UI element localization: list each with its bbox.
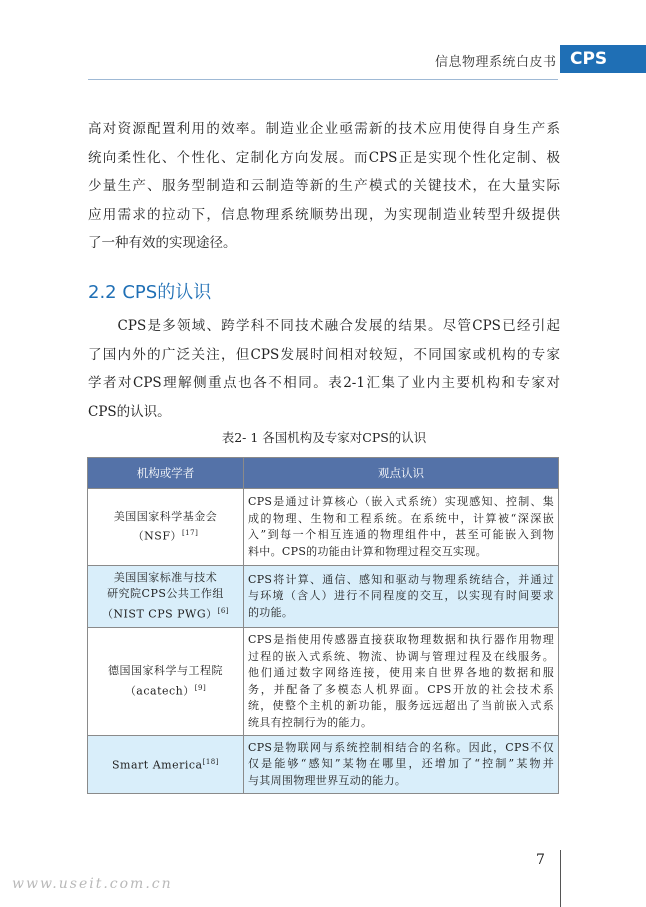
view-line: 务，并配备了多模态人机界面。CPS开放的社会技术系 xyxy=(248,682,554,696)
paragraph-2 xyxy=(88,312,560,426)
paragraph-1-line: 少量生产、服务型制造和云制造等新的生产模式的关键技术，在大量实际 xyxy=(88,178,560,194)
header-badge: CPS xyxy=(560,45,646,73)
org-name-line: 德国国家科学与工程院 xyxy=(108,664,223,678)
org-name-line xyxy=(92,525,239,545)
paragraph-2-line: CPS是多领域、跨学科不同技术融合发展的结果。尽管CPS已经引起 xyxy=(88,318,560,334)
org-name-line xyxy=(92,754,239,774)
cps-definitions-table xyxy=(87,457,559,794)
paragraph-2-line: 了国内外的广泛关注，但CPS发展时间相对较短，不同国家或机构的专家 xyxy=(88,346,560,363)
paragraph-2-line: CPS的认识。 xyxy=(88,403,171,420)
paragraph-1 xyxy=(88,115,560,258)
paragraph-1-line: 高对资源配置利用的效率。制造业企业亟需新的技术应用使得自身生产系 xyxy=(88,121,560,137)
view-cell xyxy=(244,736,559,794)
org-name-line xyxy=(92,680,239,700)
view-cell xyxy=(244,628,559,736)
view-line: CPS将计算、通信、感知和驱动与物理系统结合，并通过 xyxy=(248,572,554,586)
paragraph-2-line: 学者对CPS理解侧重点也各不相同。表2-1汇集了业内主要机构和专家对 xyxy=(88,375,560,391)
header-divider xyxy=(88,79,558,80)
paragraph-1-line: 统向柔性化、个性化、定制化方向发展。而CPS正是实现个性化定制、极 xyxy=(88,149,560,166)
view-line: 的功能。 xyxy=(248,605,294,619)
paragraph-1-line: 应用需求的拉动下，信息物理系统顺势出现，为实现制造业转型升级提供 xyxy=(88,206,560,223)
table-header-cell: 观点认识 xyxy=(244,458,559,489)
org-abbrev: （NSF） xyxy=(132,529,182,543)
view-line: 料中。CPS的功能由计算和物理过程交互实现。 xyxy=(248,544,487,558)
page-number: 7 xyxy=(536,852,545,868)
section-title: 2.2 CPS的认识 xyxy=(88,282,212,303)
reference-mark: [6] xyxy=(217,606,230,615)
view-line: CPS是物联网与系统控制相结合的名称。因此，CPS不仅 xyxy=(248,740,554,754)
reference-mark: [18] xyxy=(202,758,219,767)
footer-vertical-rule xyxy=(560,850,561,907)
view-line: CPS是指使用传感器直接获取物理数据和执行器作用物理 xyxy=(248,633,554,646)
header-title: 信息物理系统白皮书 xyxy=(435,55,557,70)
view-line: 统具有控制行为的能力。 xyxy=(248,715,373,729)
view-line: 成的物理、生物和工程系统。在系统中，计算被“深深嵌 xyxy=(248,511,554,525)
org-name-line: 美国国家标准与技术 xyxy=(113,570,218,584)
org-name-line: 研究院CPS公共工作组 xyxy=(107,587,224,601)
table-row xyxy=(88,489,559,566)
org-cell xyxy=(88,489,244,566)
view-cell xyxy=(244,566,559,628)
org-cell xyxy=(88,736,244,794)
view-line: 过程的嵌入式系统、物流、协调与管理过程及在线服务。 xyxy=(248,649,554,663)
org-name-line: 美国国家科学基金会 xyxy=(113,509,218,523)
org-cell xyxy=(88,566,244,628)
table-row xyxy=(88,628,559,736)
view-line: 仅是能够“感知”某物在哪里，还增加了“控制”某物并 xyxy=(248,757,554,771)
reference-mark: [9] xyxy=(194,683,207,692)
table-header-row xyxy=(88,458,559,489)
org-abbrev: Smart America xyxy=(112,759,203,773)
table-row xyxy=(88,736,559,794)
view-line: CPS是通过计算核心（嵌入式系统）实现感知、控制、集 xyxy=(248,495,554,508)
paragraph-1-line: 了一种有效的实现途径。 xyxy=(88,235,237,251)
watermark: www.useit.com.cn xyxy=(12,876,173,892)
view-line: 入”到每一个相互连通的物理组件中，甚至可能嵌入到物 xyxy=(248,528,554,541)
view-line: 他们通过数字网络连接，使用来自世界各地的数据和服 xyxy=(248,666,554,679)
org-cell xyxy=(88,628,244,736)
org-abbrev: （acatech） xyxy=(124,684,195,698)
view-cell xyxy=(244,489,559,566)
reference-mark: [17] xyxy=(181,529,199,538)
table-row xyxy=(88,566,559,628)
org-name-line xyxy=(92,603,239,623)
view-line: 与环境（含人）进行不同程度的交互，以实现有时间要求 xyxy=(248,589,554,603)
table-caption: 表2- 1 各国机构及专家对CPS的认识 xyxy=(221,430,427,445)
view-line: 与其周围物理世界互动的能力。 xyxy=(248,773,407,787)
table-header-cell: 机构或学者 xyxy=(88,458,244,489)
view-line: 统，使整个主机的新功能，服务远远超出了当前嵌入式系 xyxy=(248,699,554,712)
org-abbrev: （NIST CPS PWG） xyxy=(101,607,218,621)
